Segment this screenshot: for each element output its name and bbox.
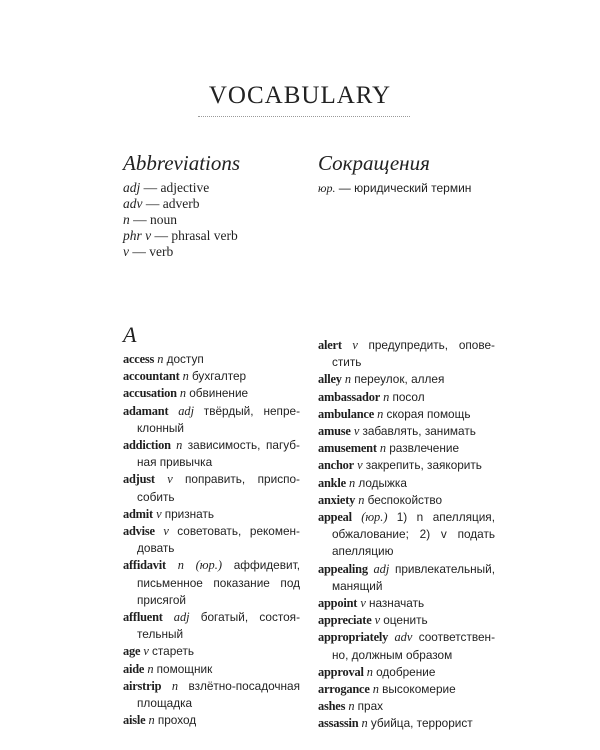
entry-translation: переулок, аллея — [354, 372, 445, 387]
abbreviation-item — [318, 180, 471, 196]
vocabulary-entry — [123, 385, 300, 402]
entry-word: addiction — [123, 438, 171, 453]
entry-pos: v — [360, 596, 366, 611]
entry-word: ambulance — [318, 406, 375, 421]
entry-pos: n — [148, 713, 155, 728]
entry-word: airstrip — [123, 678, 162, 693]
entry-translation: скорая помощь — [386, 406, 471, 421]
entry-word: appropriately — [318, 630, 389, 645]
entry-pos: adj — [173, 610, 190, 625]
abbreviations-list-en — [123, 180, 238, 260]
entry-pos: v — [156, 506, 162, 521]
vocabulary-entry — [318, 371, 495, 388]
entry-word: approval — [318, 664, 364, 679]
vocabulary-entry — [123, 437, 300, 471]
abbreviation-sep: — — [129, 212, 150, 227]
vocabulary-entry — [318, 664, 495, 681]
vocabulary-column-left — [123, 351, 300, 729]
entry-pos: n — [377, 406, 384, 421]
entry-word: amusement — [318, 441, 377, 456]
entry-pos: n — [171, 678, 179, 693]
entry-translation: посол — [392, 389, 425, 404]
entry-pos: n — [349, 475, 356, 490]
title-rule — [198, 116, 410, 117]
abbreviation-item — [123, 212, 238, 228]
entry-word: accusation — [123, 386, 177, 401]
entry-word: anchor — [318, 458, 354, 473]
vocabulary-entry — [318, 406, 495, 423]
abbreviations-heading-en: Abbreviations — [123, 151, 241, 175]
entry-translation: зависимость, пагуб-ная привычка — [137, 438, 300, 470]
abbreviation-key: adj — [123, 180, 141, 195]
entry-translation: одобрение — [376, 664, 436, 679]
entry-word: ashes — [318, 699, 346, 714]
vocabulary-entry — [318, 389, 495, 406]
entry-translation: закрепить, заякорить — [365, 458, 482, 473]
vocabulary-column-right — [318, 337, 495, 733]
entry-translation: твёрдый, непре-клонный — [137, 403, 300, 435]
vocabulary-entry — [318, 457, 495, 474]
entry-word: advise — [123, 524, 155, 539]
entry-pos: n — [182, 369, 189, 384]
vocabulary-entry — [123, 661, 300, 678]
entry-pos: n — [383, 389, 390, 404]
vocabulary-entry — [123, 368, 300, 385]
entry-pos: n — [147, 661, 154, 676]
entry-word: age — [123, 644, 141, 659]
entry-word: amuse — [318, 424, 351, 439]
entry-pos: n — [176, 438, 183, 453]
entry-translation: беспокойство — [367, 492, 443, 507]
entry-pos: n — [348, 699, 355, 714]
vocabulary-entry — [123, 678, 300, 712]
section-letter: A — [123, 322, 137, 347]
abbreviation-sep: — — [335, 181, 355, 195]
vocabulary-entry — [318, 423, 495, 440]
vocabulary-entry — [123, 557, 300, 609]
entry-translation: стареть — [152, 644, 195, 659]
vocabulary-entry — [318, 595, 495, 612]
vocabulary-entry — [123, 523, 300, 557]
entry-translation: прах — [357, 699, 384, 714]
entry-word: affluent — [123, 610, 163, 625]
vocabulary-entry — [318, 681, 495, 698]
abbreviation-sep: — — [129, 244, 150, 259]
entry-word: appeal — [318, 510, 352, 525]
page-title: VOCABULARY — [208, 82, 392, 109]
entry-translation: высокомерие — [382, 682, 456, 697]
entry-pos: v — [163, 524, 169, 539]
entry-word: assassin — [318, 716, 359, 731]
entry-translation: развлечение — [389, 441, 460, 456]
vocabulary-entry — [123, 712, 300, 729]
entry-pos: n — [157, 352, 164, 366]
entry-translation: обвинение — [189, 386, 249, 401]
abbreviation-sep: — — [151, 228, 172, 243]
vocabulary-entry — [123, 506, 300, 523]
entry-word: arrogance — [318, 682, 370, 697]
entry-word: alert — [318, 338, 342, 352]
entry-word: aisle — [123, 713, 146, 728]
entry-pos: v — [352, 338, 358, 352]
entry-translation: 1) n апелляция, обжалование; 2) v подать апелляцию — [332, 510, 495, 559]
entry-pos: v — [143, 644, 149, 659]
entry-pos: adv — [394, 630, 413, 645]
vocabulary-entry — [318, 612, 495, 629]
entry-translation: доступ — [166, 352, 204, 366]
abbreviations-list-ru — [318, 180, 471, 196]
entry-pos: v — [357, 458, 363, 473]
entry-pos: adj — [178, 403, 195, 418]
vocabulary-entry — [318, 629, 495, 663]
entry-translation: богатый, состоя-тельный — [137, 610, 300, 642]
entry-translation: аффидевит, письменное показание под присягой — [137, 558, 300, 607]
entry-word: appealing — [318, 561, 368, 576]
vocabulary-entry — [318, 715, 495, 732]
vocabulary-entry — [123, 643, 300, 660]
entry-word: anxiety — [318, 492, 356, 507]
entry-translation: оценить — [383, 613, 428, 628]
entry-word: ankle — [318, 475, 346, 490]
entry-pos: (юр.) — [361, 510, 388, 525]
entry-word: admit — [123, 506, 153, 521]
vocabulary-entry — [318, 337, 495, 371]
entry-translation: советовать, рекомен-довать — [137, 524, 300, 556]
entry-word: aide — [123, 661, 145, 676]
entry-translation: признать — [164, 506, 215, 521]
entry-translation: назначать — [368, 596, 425, 611]
entry-pos: adj — [373, 561, 390, 576]
entry-word: access — [123, 352, 155, 366]
abbreviation-item — [123, 244, 238, 260]
entry-pos: n — [358, 492, 365, 507]
vocabulary-entry — [318, 475, 495, 492]
entry-translation: проход — [157, 713, 197, 728]
abbreviation-value: phrasal verb — [171, 228, 238, 243]
entry-pos: n — [344, 372, 352, 387]
vocabulary-entry — [318, 492, 495, 509]
entry-translation: взлётно-посадочная площадка — [137, 678, 300, 711]
entry-pos: v — [353, 424, 360, 439]
entry-translation: убийца, террорист — [370, 716, 473, 731]
entry-word: accountant — [123, 369, 180, 384]
entry-pos: n — [372, 682, 379, 697]
abbreviation-sep: — — [142, 196, 163, 211]
entry-translation: лодыжка — [358, 475, 407, 490]
vocabulary-entry — [123, 403, 300, 437]
abbreviations-heading-ru: Сокращения — [318, 151, 430, 175]
vocabulary-entry — [318, 440, 495, 457]
entry-translation: привлекательный, манящий — [332, 561, 495, 593]
entry-word: appreciate — [318, 613, 372, 628]
entry-pos: n — [379, 441, 387, 456]
entry-word: affidavit — [123, 558, 166, 573]
entry-translation: поправить, приспо-собить — [137, 472, 300, 504]
abbreviation-value: adverb — [162, 196, 200, 211]
abbreviation-key: n — [123, 212, 130, 227]
entry-pos: v — [374, 613, 381, 628]
entry-word: ambassador — [318, 389, 381, 404]
entry-translation: бухгалтер — [191, 369, 247, 384]
entry-translation: соответствен-но, должным образом — [332, 630, 495, 662]
vocabulary-entry — [123, 351, 300, 368]
abbreviation-value: verb — [149, 244, 174, 259]
abbreviation-key: adv — [123, 196, 143, 211]
abbreviation-value: adjective — [160, 180, 210, 195]
entry-pos: n — [361, 716, 368, 731]
entry-word: adjust — [123, 472, 155, 487]
abbreviation-item — [123, 196, 238, 212]
entry-translation: забавлять, занимать — [362, 424, 476, 439]
vocabulary-entry — [123, 609, 300, 643]
entry-pos: v — [167, 472, 173, 487]
entry-word: alley — [318, 372, 342, 387]
vocabulary-entry — [123, 471, 300, 505]
entry-word: appoint — [318, 596, 358, 611]
abbreviation-key: phr v — [123, 228, 152, 243]
entry-translation: предупредить, опове-стить — [332, 338, 495, 370]
abbreviation-key: v — [123, 244, 129, 259]
abbreviation-item — [123, 180, 238, 196]
vocabulary-entry — [318, 561, 495, 595]
entry-pos: n — [366, 664, 373, 679]
entry-translation: помощник — [156, 661, 213, 676]
abbreviation-value: юридический термин — [354, 181, 472, 195]
abbreviation-item — [123, 228, 238, 244]
entry-pos: n (юр.) — [177, 558, 222, 573]
entry-pos: n — [179, 386, 187, 401]
vocabulary-entry — [318, 509, 495, 561]
abbreviation-value: noun — [150, 212, 177, 227]
abbreviation-sep: — — [140, 180, 161, 195]
vocabulary-entry — [318, 698, 495, 715]
abbreviation-key: юр. — [318, 181, 336, 195]
entry-word: adamant — [123, 403, 169, 418]
